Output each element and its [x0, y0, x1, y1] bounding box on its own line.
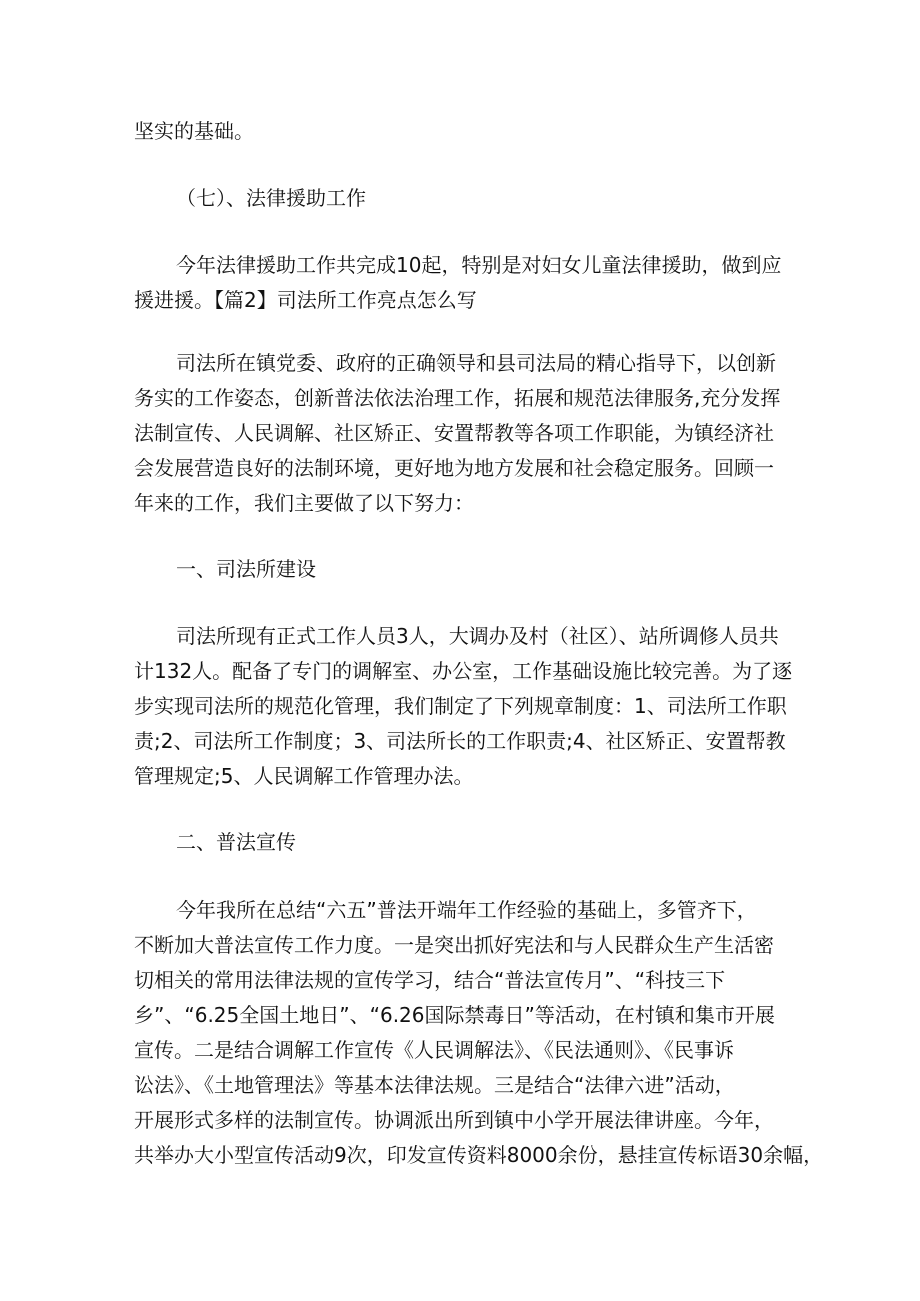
text-line: 宣传。二是结合调解工作宣传《人民调解法》、《民法通则》、《民事诉 [134, 1038, 734, 1062]
text-line: 开展形式多样的法制宣传。协调派出所到镇中小学开展法律讲座。今年， [134, 1108, 774, 1132]
text-line: 不断加大普法宣传工作力度。一是突出抓好宪法和与人民群众生产生活密 [134, 933, 774, 957]
section-heading-legal-aid [134, 181, 794, 216]
paragraph-construction [134, 619, 794, 794]
heading-text: 二、普法宣传 [176, 830, 296, 854]
paragraph-continuation [134, 114, 794, 149]
section-heading-publicity [134, 825, 794, 860]
text-line: 司法所现有正式工作人员3人，大调办及村（社区）、站所调修人员共 [176, 624, 779, 648]
text-line: 乡”、“6.25全国土地日”、“6.26国际禁毒日”等活动，在村镇和集市开展 [134, 1003, 775, 1027]
text-line: 步实现司法所的规范化管理，我们制定了下列规章制度：1、司法所工作职 [134, 694, 787, 718]
text-line: 共举办大小型宣传活动9次，印发宣传资料8000余份，悬挂宣传标语30余幅， [134, 1143, 824, 1167]
text-line: 会发展营造良好的法制环境，更好地为地方发展和社会稳定服务。回顾一 [134, 456, 774, 480]
text-line: 今年我所在总结“六五”普法开端年工作经验的基础上，多管齐下， [176, 898, 757, 922]
paragraph-legal-aid [134, 248, 794, 318]
paragraph-intro [134, 346, 794, 521]
text-line: 管理规定;5、人民调解工作管理办法。 [134, 764, 474, 788]
text-line: 援进援。【篇2】司法所工作亮点怎么写 [134, 288, 477, 312]
paragraph-publicity [134, 893, 824, 1173]
text-line: 今年法律援助工作共完成10起，特别是对妇女儿童法律援助，做到应 [176, 253, 782, 277]
text-line: 责;2、司法所工作制度；3、司法所长的工作职责;4、社区矫正、安置帮教 [134, 729, 786, 753]
heading-text: （七）、法律援助工作 [176, 186, 366, 210]
heading-text: 一、司法所建设 [176, 557, 316, 581]
text-line: 年来的工作，我们主要做了以下努力： [134, 491, 474, 515]
text-line: 坚实的基础。 [134, 119, 254, 143]
text-line: 讼法》、《土地管理法》等基本法律法规。三是结合“法律六进”活动， [134, 1073, 735, 1097]
text-line: 务实的工作姿态，创新普法依法治理工作，拓展和规范法律服务,充分发挥 [134, 386, 781, 410]
text-line: 切相关的常用法律法规的宣传学习，结合“普法宣传月”、“科技三下 [134, 968, 726, 992]
text-line: 司法所在镇党委、政府的正确领导和县司法局的精心指导下，以创新 [176, 351, 776, 375]
text-line: 计132人。配备了专门的调解室、办公室，工作基础设施比较完善。为了逐 [134, 659, 793, 683]
text-line: 法制宣传、人民调解、社区矫正、安置帮教等各项工作职能，为镇经济社 [134, 421, 774, 445]
section-heading-construction [134, 552, 794, 587]
